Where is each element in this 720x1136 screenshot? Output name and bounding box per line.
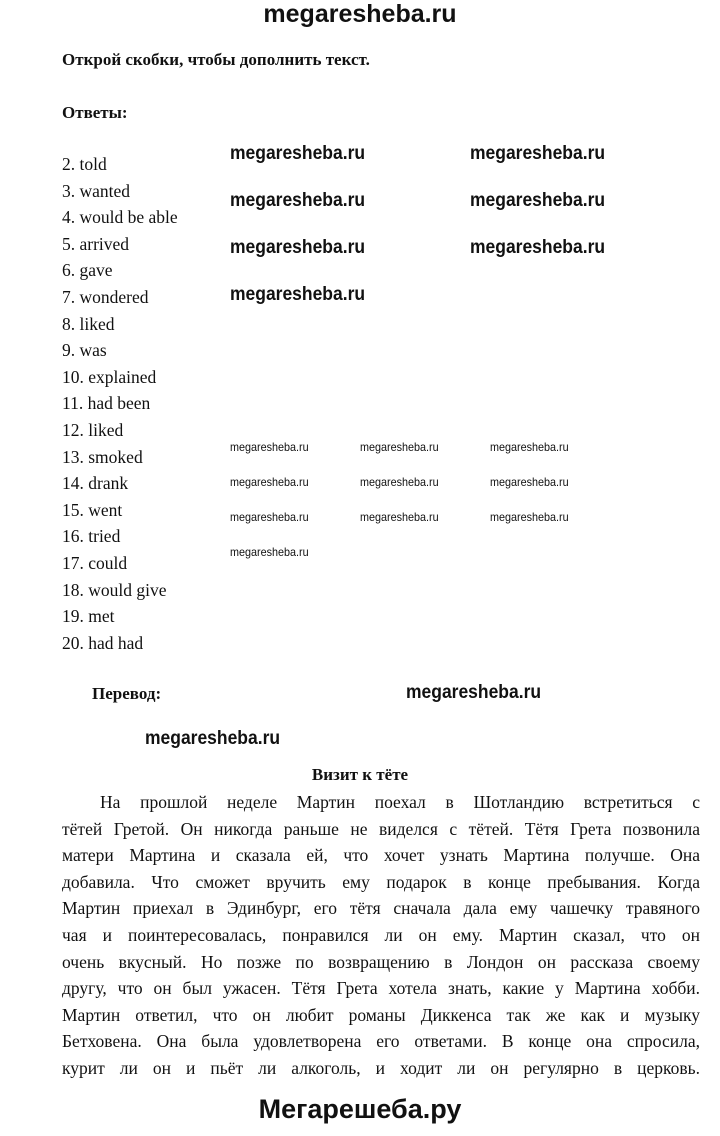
- answer-item: 12. liked: [62, 420, 124, 440]
- watermark: megaresheba.ru: [470, 237, 606, 258]
- answer-item: 4. would be able: [62, 207, 178, 228]
- watermark-small: megaresheba.ru: [360, 440, 439, 454]
- watermark-small: megaresheba.ru: [490, 475, 569, 489]
- story-line: На прошлой неделе Мартин поехал в Шотландию встретиться с: [100, 792, 700, 812]
- watermark-small: megaresheba.ru: [360, 475, 439, 489]
- watermark: megaresheba.ru: [230, 284, 366, 305]
- story-line: матери Мартина и сказала ей, что хочет узнать Мартина получше. Она: [62, 845, 700, 866]
- watermark-small: megaresheba.ru: [230, 545, 309, 559]
- answer-item: 7. wondered: [62, 287, 149, 307]
- answer-item: 11. had been: [62, 393, 151, 414]
- watermark-small: megaresheba.ru: [230, 475, 309, 489]
- answer-item: 13. smoked: [62, 446, 143, 467]
- translation-heading: Перевод:: [92, 684, 162, 703]
- answer-item: 14. drank: [62, 473, 129, 494]
- watermark-small: megaresheba.ru: [230, 440, 309, 454]
- watermark: megaresheba.ru: [230, 237, 366, 258]
- answers-heading: Ответы:: [62, 103, 128, 122]
- task-heading: Открой скобки, чтобы дополнить текст.: [62, 50, 370, 69]
- answer-item: 17. could: [62, 553, 128, 573]
- answer-item: 10. explained: [62, 366, 157, 387]
- story-line: очень вкусный. Но позже по возвращению в Лондон он рассказа своему: [62, 951, 700, 972]
- answer-item: 18. would give: [62, 579, 167, 600]
- story-line: другу, что он был ужасен. Тётя Грета хотела знать, какие у Мартина хобби.: [62, 978, 700, 999]
- watermark: megaresheba.ru: [145, 728, 281, 749]
- story-line: Бетховена. Она была удовлетворена его ответами. В конце она спросила,: [62, 1031, 700, 1052]
- story-line: Мартин приехал в Эдинбург, его тётя сначала дала ему чашечку травяного: [62, 898, 700, 919]
- answer-item: 8. liked: [62, 313, 115, 334]
- watermark: megaresheba.ru: [230, 190, 366, 211]
- answer-item: 15. went: [62, 499, 123, 520]
- story-title: Визит к тёте: [311, 765, 409, 784]
- header-watermark: megaresheba.ru: [263, 0, 457, 28]
- watermark-small: megaresheba.ru: [490, 510, 569, 524]
- answer-item: 5. arrived: [62, 233, 130, 254]
- answer-item: 20. had had: [62, 632, 144, 653]
- watermark-small: megaresheba.ru: [360, 510, 439, 524]
- story-line: курит ли он и пьёт ли алкоголь, и ходит ли он регулярно в церковь.: [62, 1058, 700, 1078]
- story-line: тётей Гретой. Он никогда раньше не виделся с тётей. Тётя Грета позвонила: [62, 818, 700, 839]
- answer-item: 19. met: [62, 606, 115, 627]
- footer-logo: Мегарешеба.ру: [258, 1094, 462, 1124]
- story-line: чая и поинтересовалась, понравился ли он ему. Мартин сказал, что он: [62, 925, 700, 945]
- watermark: megaresheba.ru: [470, 143, 606, 164]
- story-line: добавила. Что сможет вручить ему подарок в конце пребывания. Когда: [62, 871, 700, 892]
- answer-item: 2. told: [62, 154, 107, 174]
- answer-item: 9. was: [62, 340, 107, 361]
- answer-item: 16. tried: [62, 526, 121, 547]
- watermark-small: megaresheba.ru: [230, 510, 309, 524]
- watermark: megaresheba.ru: [406, 682, 542, 703]
- answer-item: 3. wanted: [62, 180, 131, 201]
- story-line: Мартин ответил, что он любит романы Диккенса так же как и музыку: [62, 1004, 700, 1025]
- watermark: megaresheba.ru: [230, 143, 366, 164]
- answer-item: 6. gave: [62, 260, 113, 281]
- watermark: megaresheba.ru: [470, 190, 606, 211]
- watermark-small: megaresheba.ru: [490, 440, 569, 454]
